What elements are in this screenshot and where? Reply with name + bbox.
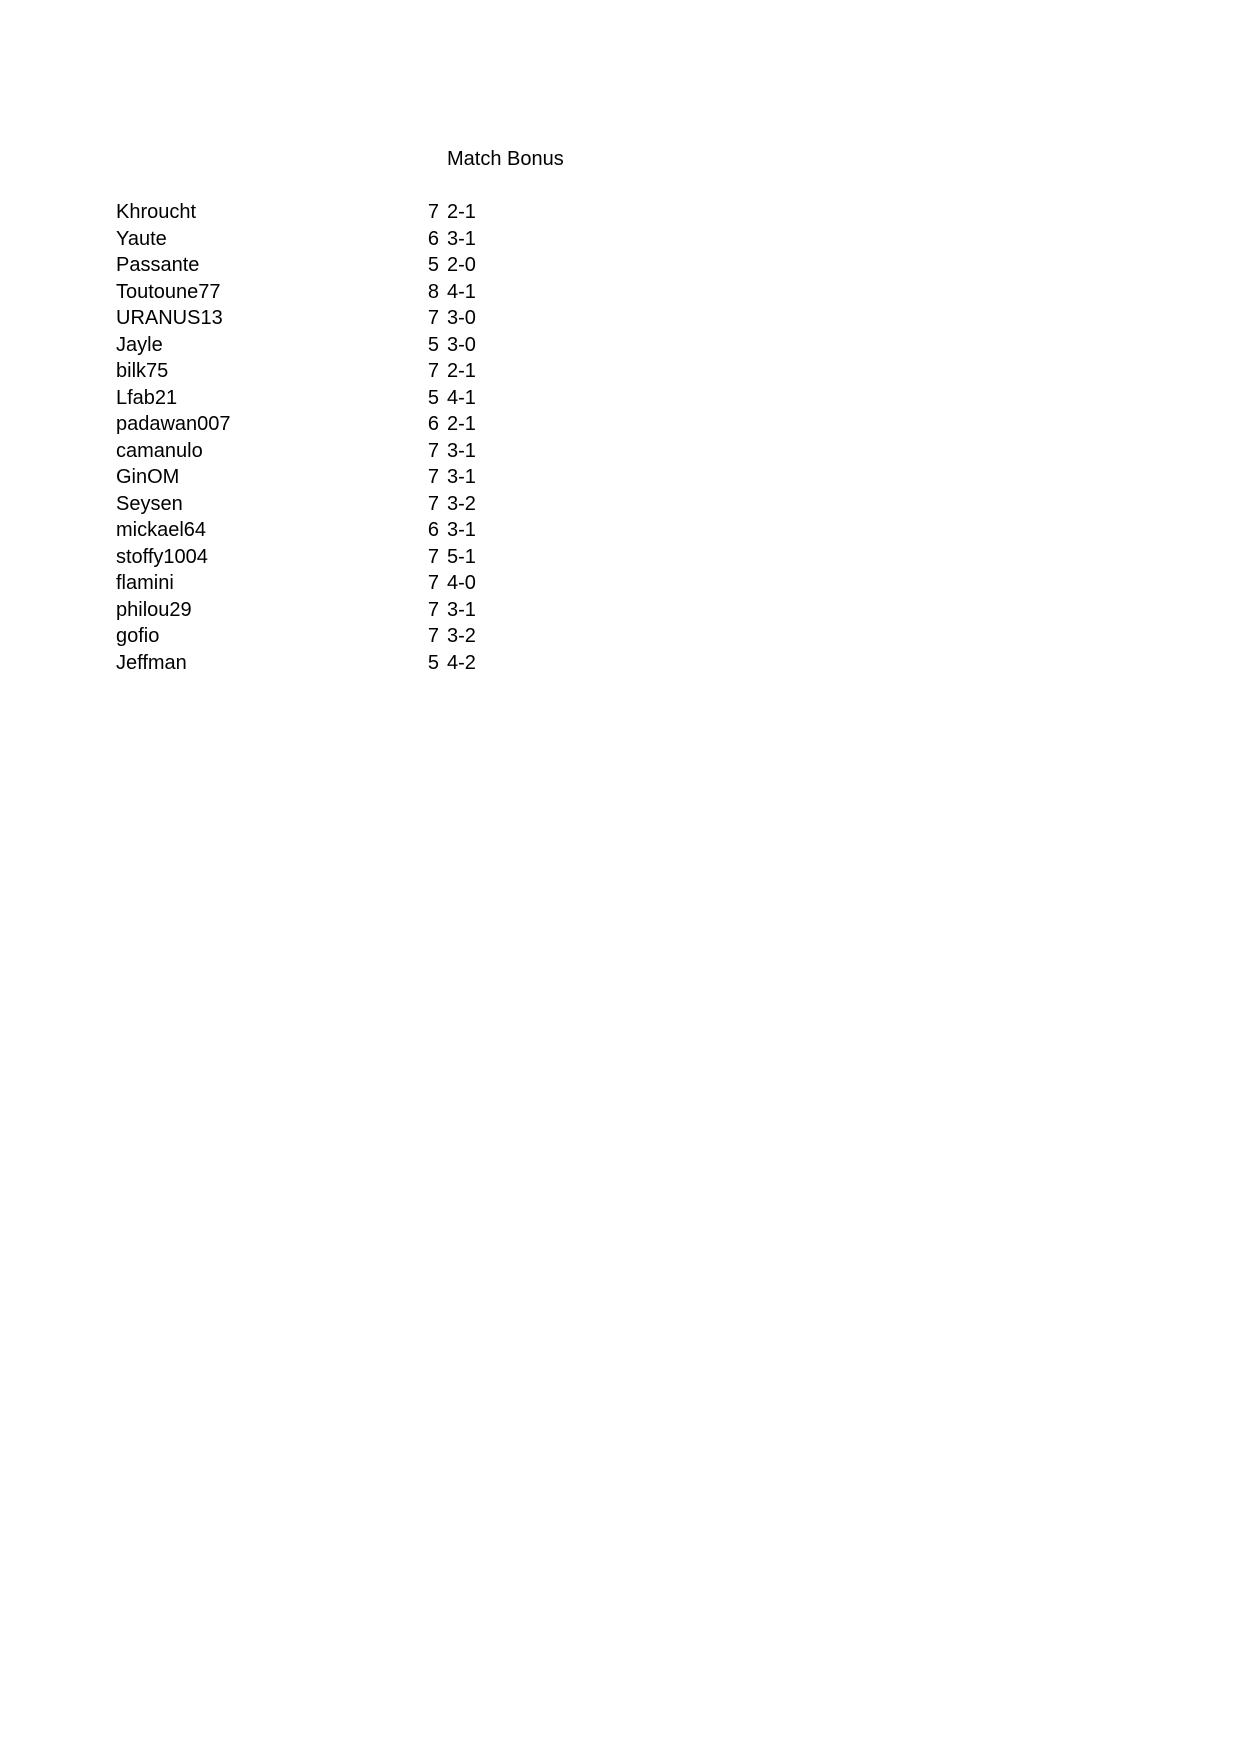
score-value: 4-2 [447,651,476,674]
score-value: 4-1 [447,386,476,409]
score-value: 2-0 [447,254,476,276]
score-value: 3-2 [447,492,476,515]
score-value: 5-1 [447,545,476,568]
player-name: Passante [116,254,200,276]
table-row [0,570,1241,597]
table-row [0,411,1241,438]
bonus-value: 7 [427,598,439,621]
table-row [0,226,1241,253]
player-name: mickael64 [116,519,207,541]
table-row [0,491,1241,518]
player-name: philou29 [116,598,192,621]
match-bonus-header: Match Bonus [447,148,564,170]
score-value: 3-1 [447,519,476,541]
bonus-value: 6 [427,519,439,541]
player-name: camanulo [116,439,203,462]
bonus-value: 7 [427,625,439,647]
table-row [0,358,1241,385]
player-name: padawan007 [116,413,231,435]
player-name: flamini [116,572,174,594]
score-value: 3-1 [447,466,476,488]
table-row [0,305,1241,332]
player-name: Seysen [116,492,183,515]
table-row [0,279,1241,306]
player-name: Khroucht [116,201,197,223]
table-row [0,464,1241,491]
table-row [0,623,1241,650]
player-name: URANUS13 [116,307,223,329]
player-list [0,199,1241,676]
score-value: 3-1 [447,598,476,621]
table-row [0,517,1241,544]
score-value: 3-2 [447,625,476,647]
table-row [0,252,1241,279]
score-value: 2-1 [447,201,476,223]
table-row [0,438,1241,465]
score-value: 2-1 [447,413,476,435]
score-value: 3-1 [447,227,476,250]
score-value: 3-1 [447,439,476,462]
score-value: 3-0 [447,307,476,329]
player-name: GinOM [116,466,180,488]
score-value: 3-0 [447,333,476,356]
bonus-value: 7 [427,439,439,462]
score-value: 4-0 [447,572,476,594]
table-row [0,332,1241,359]
table-row [0,597,1241,624]
bonus-value: 6 [427,227,439,250]
player-name: Yaute [116,227,167,250]
bonus-value: 7 [427,201,439,223]
player-name: Jayle [116,333,163,356]
bonus-value: 7 [427,492,439,515]
bonus-value: 7 [427,360,439,382]
header-row [0,146,1241,172]
bonus-value: 7 [427,545,439,568]
table-row [0,544,1241,571]
player-name: stoffy1004 [116,545,208,568]
bonus-value: 8 [427,280,439,303]
player-name: bilk75 [116,360,169,382]
player-name: Toutoune77 [116,280,221,303]
score-value: 2-1 [447,360,476,382]
bonus-value: 5 [427,386,439,409]
bonus-value: 5 [427,651,439,674]
table-row [0,650,1241,677]
table-row [0,385,1241,412]
bonus-value: 5 [427,254,439,276]
table-row [0,199,1241,226]
bonus-value: 7 [427,572,439,594]
bonus-value: 5 [427,333,439,356]
player-name: Lfab21 [116,386,178,409]
bonus-value: 7 [427,466,439,488]
player-name: Jeffman [116,651,187,674]
bonus-value: 6 [427,413,439,435]
bonus-value: 7 [427,307,439,329]
player-name: gofio [116,625,160,647]
score-value: 4-1 [447,280,476,303]
